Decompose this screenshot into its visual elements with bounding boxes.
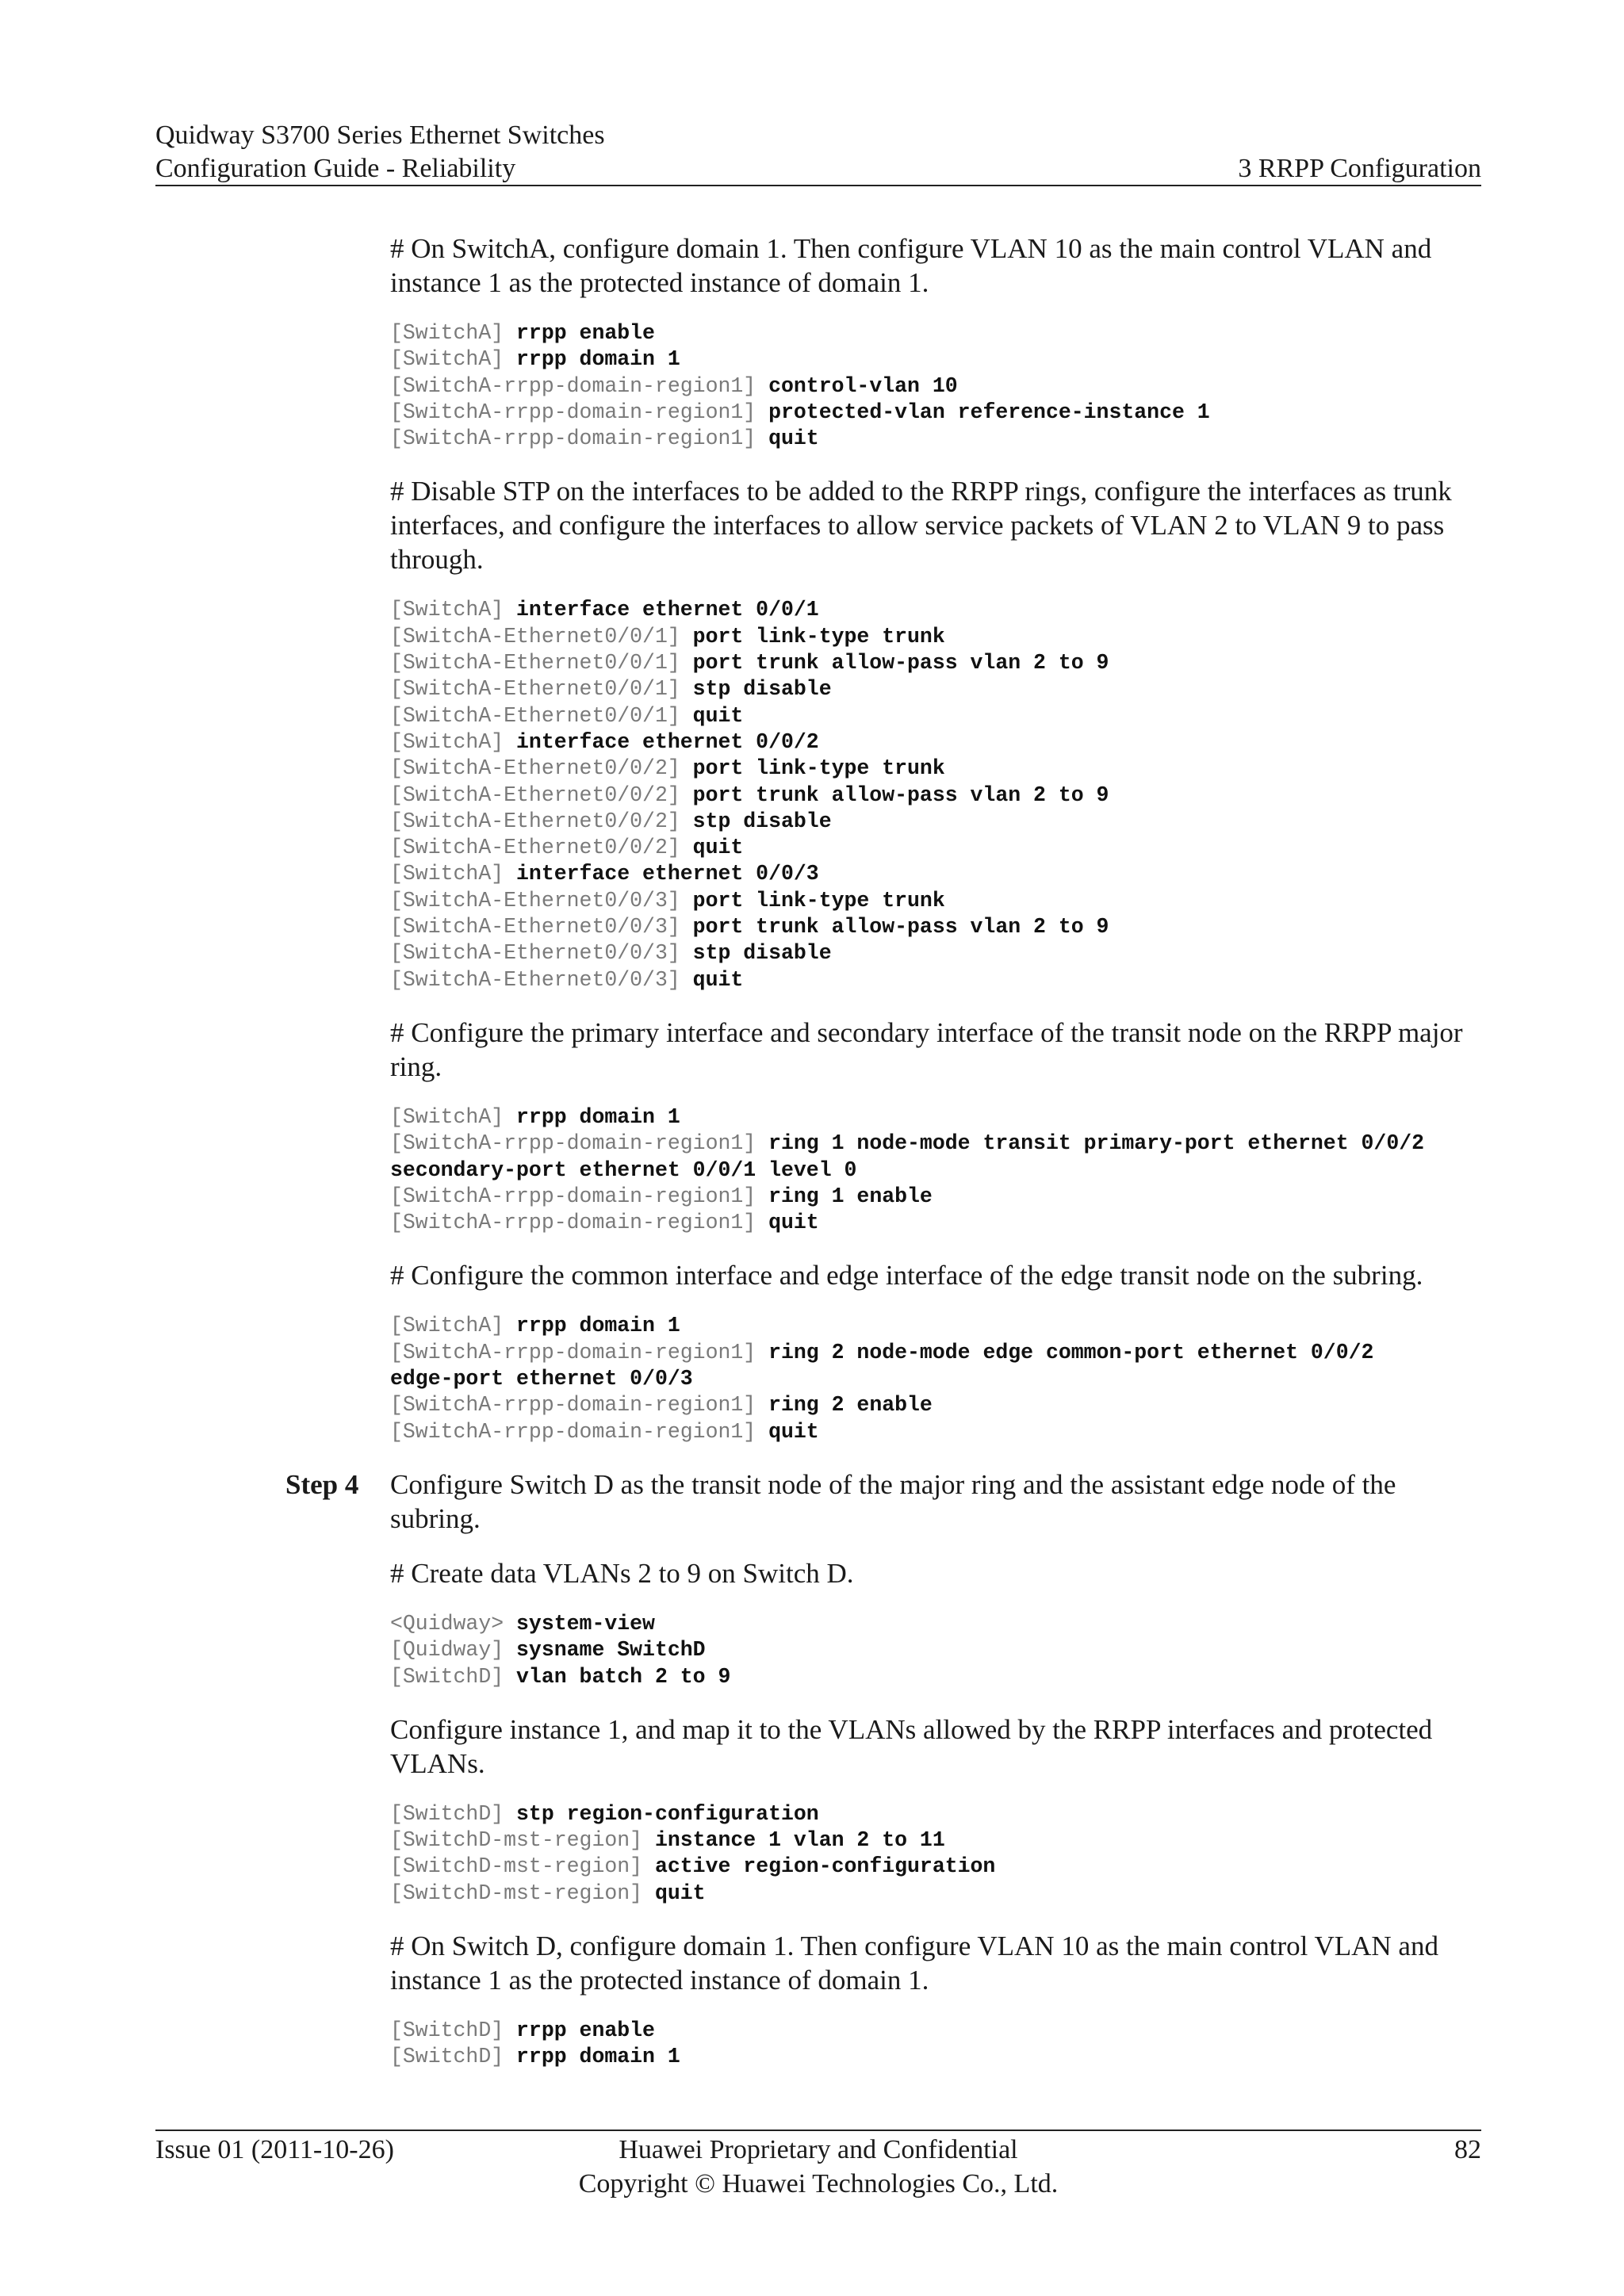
cli-prompt: [SwitchA-Ethernet0/0/2] xyxy=(390,756,680,781)
cli-command: stp disable xyxy=(692,941,832,966)
page-header xyxy=(155,119,1481,186)
cli-command: quit xyxy=(768,1211,819,1235)
cli-prompt: [SwitchD] xyxy=(390,1664,504,1689)
cli-command: port link-type trunk xyxy=(692,756,945,781)
cli-prompt: [SwitchA] xyxy=(390,1314,504,1338)
code-block xyxy=(390,2018,1481,2071)
cli-command: edge-port ethernet 0/0/3 xyxy=(390,1367,693,1391)
cli-command: secondary-port ethernet 0/0/1 level 0 xyxy=(390,1158,857,1182)
cli-command: interface ethernet 0/0/2 xyxy=(516,729,819,754)
cli-command: ring 2 node-mode edge common-port ethernet 0/0/2 xyxy=(768,1340,1374,1364)
code-line xyxy=(390,835,1481,861)
code-line xyxy=(390,1210,1481,1236)
code-line xyxy=(390,861,1481,887)
header-product: Quidway S3700 Series Ethernet Switches xyxy=(155,121,605,150)
cli-prompt: [SwitchA] xyxy=(390,1104,504,1129)
paragraph: # Disable STP on the interfaces to be added to the RRPP rings, configure the interfaces as trunk interfaces, and configure the interfaces to allow service packets of VLAN 2 to VLAN 9 to pass through. xyxy=(390,476,1452,576)
code-block xyxy=(390,1801,1481,1907)
cli-command: rrpp domain 1 xyxy=(516,2045,680,2069)
cli-command: ring 1 enable xyxy=(768,1184,933,1208)
cli-command: stp region-configuration xyxy=(516,1801,819,1826)
cli-command: stp disable xyxy=(692,809,832,833)
cli-command: rrpp domain 1 xyxy=(516,1104,680,1129)
cli-command: protected-vlan reference-instance 1 xyxy=(768,400,1210,424)
cli-prompt: <Quidway> xyxy=(390,1611,504,1636)
code-line xyxy=(390,1801,1481,1827)
cli-command: ring 2 enable xyxy=(768,1393,933,1418)
cli-command: quit xyxy=(768,427,819,451)
cli-prompt: [SwitchA-rrpp-domain-region1] xyxy=(390,1393,756,1418)
footer-copyright: Copyright © Huawei Technologies Co., Ltd. xyxy=(578,2169,1059,2198)
paragraph: # Create data VLANs 2 to 9 on Switch D. xyxy=(390,1557,854,1589)
code-line xyxy=(390,1611,1481,1637)
code-line xyxy=(390,426,1481,452)
cli-command: port trunk allow-pass vlan 2 to 9 xyxy=(692,783,1109,807)
code-block xyxy=(390,320,1481,452)
code-block xyxy=(390,1104,1481,1236)
code-line xyxy=(390,1340,1481,1366)
code-line xyxy=(390,1827,1481,1854)
paragraph: # On SwitchA, configure domain 1. Then configure VLAN 10 as the main control VLAN and instance 1 as the protected instance of domain 1. xyxy=(390,233,1432,298)
code-line xyxy=(390,373,1481,400)
code-line xyxy=(390,2044,1481,2070)
cli-prompt: [SwitchD] xyxy=(390,1801,504,1826)
footer-issue: Issue 01 (2011-10-26) xyxy=(155,2135,394,2164)
code-block xyxy=(390,1313,1481,1445)
cli-prompt: [SwitchA-Ethernet0/0/3] xyxy=(390,888,680,913)
code-block xyxy=(390,1611,1481,1690)
code-line xyxy=(390,914,1481,940)
cli-command: rrpp domain 1 xyxy=(516,1314,680,1338)
cli-prompt: [SwitchA-Ethernet0/0/1] xyxy=(390,651,680,675)
step-text: Configure Switch D as the transit node of the major ring and the assistant edge node of the subring. xyxy=(390,1468,1396,1534)
cli-command: ring 1 node-mode transit primary-port ethernet 0/0/2 xyxy=(768,1131,1425,1156)
code-line xyxy=(390,650,1481,676)
code-block xyxy=(390,597,1481,993)
code-line xyxy=(390,346,1481,373)
document-body xyxy=(285,232,1481,2093)
cli-prompt: [SwitchA-rrpp-domain-region1] xyxy=(390,1340,756,1364)
header-chapter: 3 RRPP Configuration xyxy=(1238,154,1481,183)
code-line xyxy=(390,1104,1481,1131)
code-line xyxy=(390,1392,1481,1418)
cli-command: rrpp enable xyxy=(516,2018,655,2042)
cli-prompt: [SwitchA-rrpp-domain-region1] xyxy=(390,1211,756,1235)
cli-prompt: [SwitchA] xyxy=(390,729,504,754)
cli-prompt: [SwitchD-mst-region] xyxy=(390,1828,643,1853)
cli-prompt: [SwitchA-rrpp-domain-region1] xyxy=(390,1184,756,1208)
cli-prompt: [SwitchA-rrpp-domain-region1] xyxy=(390,1131,756,1156)
cli-prompt: [SwitchD] xyxy=(390,2045,504,2069)
cli-command: quit xyxy=(692,703,744,728)
cli-command: quit xyxy=(692,836,744,860)
code-line xyxy=(390,1158,1481,1184)
cli-prompt: [SwitchA-Ethernet0/0/3] xyxy=(390,967,680,992)
cli-command: active region-configuration xyxy=(654,1854,996,1879)
code-line xyxy=(390,400,1481,426)
cli-prompt: [SwitchD-mst-region] xyxy=(390,1881,643,1905)
code-line xyxy=(390,1664,1481,1690)
cli-prompt: [SwitchA-rrpp-domain-region1] xyxy=(390,427,756,451)
cli-prompt: [SwitchA-Ethernet0/0/2] xyxy=(390,783,680,807)
cli-prompt: [SwitchA-rrpp-domain-region1] xyxy=(390,400,756,424)
page-number: 82 xyxy=(1454,2135,1481,2164)
cli-prompt: [SwitchA-Ethernet0/0/3] xyxy=(390,915,680,939)
cli-prompt: [SwitchA-rrpp-domain-region1] xyxy=(390,373,756,398)
code-line xyxy=(390,320,1481,346)
cli-command: port link-type trunk xyxy=(692,888,945,913)
cli-command: quit xyxy=(654,1881,706,1905)
code-line xyxy=(390,2018,1481,2044)
code-line xyxy=(390,597,1481,623)
code-line xyxy=(390,809,1481,835)
cli-command: vlan batch 2 to 9 xyxy=(516,1664,731,1689)
footer-confidential: Huawei Proprietary and Confidential xyxy=(619,2135,1018,2164)
cli-prompt: [SwitchA-Ethernet0/0/1] xyxy=(390,677,680,702)
cli-command: quit xyxy=(692,967,744,992)
cli-prompt: [SwitchD] xyxy=(390,2018,504,2042)
step-label: Step 4 xyxy=(285,1468,359,1500)
step-item xyxy=(285,1468,1481,1536)
code-line xyxy=(390,1366,1481,1392)
paragraph: # Configure the common interface and edge interface of the edge transit node on the subring. xyxy=(390,1260,1423,1292)
cli-prompt: [SwitchA] xyxy=(390,598,504,622)
cli-prompt: [SwitchA-Ethernet0/0/2] xyxy=(390,836,680,860)
cli-command: instance 1 vlan 2 to 11 xyxy=(654,1828,945,1853)
header-divider xyxy=(155,185,1481,186)
code-line xyxy=(390,756,1481,782)
code-line xyxy=(390,940,1481,966)
cli-prompt: [SwitchA] xyxy=(390,347,504,372)
cli-prompt: [SwitchA-rrpp-domain-region1] xyxy=(390,1419,756,1444)
cli-command: sysname SwitchD xyxy=(516,1638,706,1663)
header-guide: Configuration Guide - Reliability xyxy=(155,154,516,183)
code-line xyxy=(390,783,1481,809)
cli-command: port link-type trunk xyxy=(692,624,945,649)
cli-prompt: [SwitchA-Ethernet0/0/2] xyxy=(390,809,680,833)
cli-prompt: [Quidway] xyxy=(390,1638,504,1663)
code-line xyxy=(390,624,1481,650)
paragraph: # Configure the primary interface and secondary interface of the transit node on the RRPP major ring. xyxy=(390,1016,1463,1082)
cli-command: interface ethernet 0/0/3 xyxy=(516,862,819,886)
code-line xyxy=(390,888,1481,914)
code-line xyxy=(390,729,1481,756)
cli-prompt: [SwitchA] xyxy=(390,862,504,886)
code-line xyxy=(390,1637,1481,1663)
footer-divider xyxy=(155,2130,1481,2131)
cli-command: control-vlan 10 xyxy=(768,373,958,398)
cli-prompt: [SwitchD-mst-region] xyxy=(390,1854,643,1879)
code-line xyxy=(390,1854,1481,1880)
code-line xyxy=(390,676,1481,702)
cli-prompt: [SwitchA-Ethernet0/0/1] xyxy=(390,703,680,728)
cli-command: system-view xyxy=(516,1611,655,1636)
code-line xyxy=(390,1881,1481,1907)
cli-command: stp disable xyxy=(692,677,832,702)
cli-command: port trunk allow-pass vlan 2 to 9 xyxy=(692,651,1109,675)
cli-prompt: [SwitchA] xyxy=(390,321,504,345)
code-line xyxy=(390,703,1481,729)
paragraph: Configure instance 1, and map it to the VLANs allowed by the RRPP interfaces and protected VLANs. xyxy=(390,1713,1433,1779)
code-line xyxy=(390,1419,1481,1445)
cli-command: rrpp enable xyxy=(516,321,655,345)
cli-prompt: [SwitchA-Ethernet0/0/3] xyxy=(390,941,680,966)
paragraph: # On Switch D, configure domain 1. Then configure VLAN 10 as the main control VLAN and instance 1 as the protected instance of domain 1. xyxy=(390,1930,1438,1996)
code-line xyxy=(390,967,1481,993)
cli-command: interface ethernet 0/0/1 xyxy=(516,598,819,622)
cli-command: rrpp domain 1 xyxy=(516,347,680,372)
code-line xyxy=(390,1184,1481,1210)
code-line xyxy=(390,1313,1481,1339)
cli-command: port trunk allow-pass vlan 2 to 9 xyxy=(692,915,1109,939)
code-line xyxy=(390,1131,1481,1157)
cli-command: quit xyxy=(768,1419,819,1444)
cli-prompt: [SwitchA-Ethernet0/0/1] xyxy=(390,624,680,649)
